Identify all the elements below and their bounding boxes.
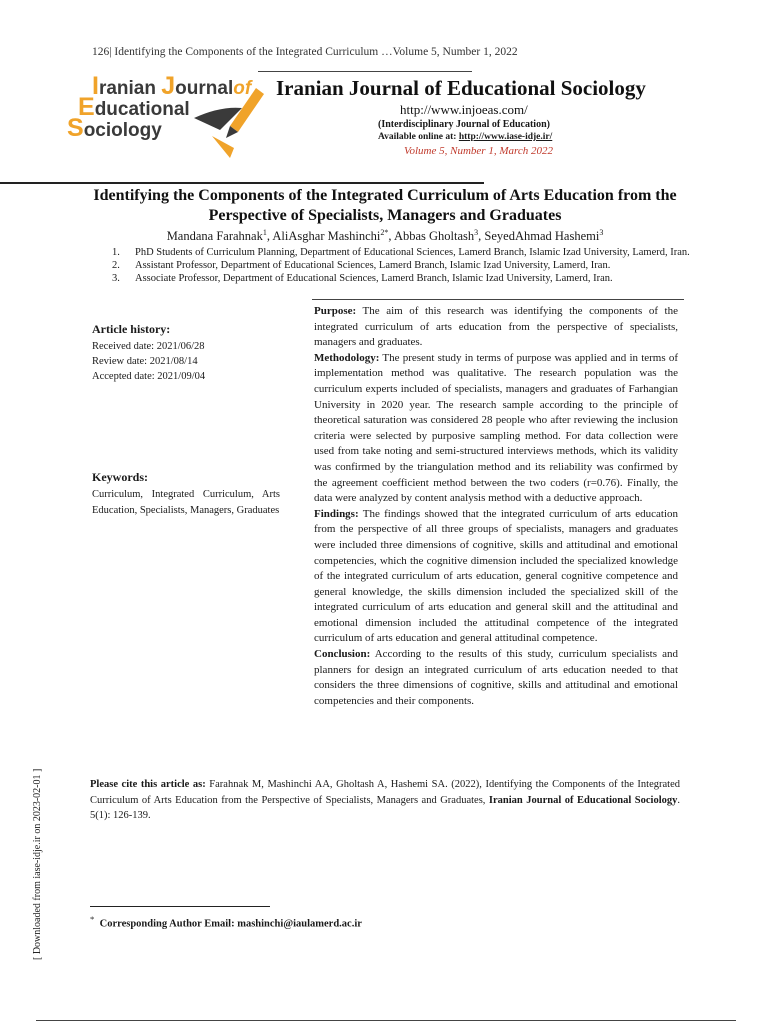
logo-line-2: Educational: [78, 93, 190, 121]
history-heading: Article history:: [92, 322, 171, 336]
header-rule: [258, 71, 472, 72]
received-date: Received date: 2021/06/28: [92, 341, 205, 352]
journal-online-link[interactable]: http://www.iase-idje.ir/: [458, 132, 553, 142]
accepted-date: Accepted date: 2021/09/04: [92, 371, 206, 382]
journal-url[interactable]: http://www.injoeas.com/: [400, 102, 528, 117]
logo-line-3: Sociology: [67, 114, 162, 142]
affiliation-item: 3. Associate Professor, Department of Educational Sciences, Lamerd Branch, Islamic Izad University, Lamerd, Iran.: [112, 273, 613, 284]
abstract-findings: Findings: The findings showed that the integrated curriculum of arts education from the perspective of all three groups of specialists, managers and graduates were included three dimensions of cognitive, skills and attitudinal and emotional competencies, which the cognitive dimension included the specialized knowledge of the integrated curriculum of arts education, general cognitive competence and general knowledge, the skills dimension included the specialized skill of the integrated curriculum of arts education and general skill and the attitudinal and emotional dimension included the attitudinal competence of the integrated curriculum of arts education and general attitudinal competence.: [314, 507, 678, 645]
keywords: [92, 470, 280, 518]
journal-title: Iranian Journal of Educational Sociology: [276, 76, 646, 100]
bottom-rule: [36, 1020, 736, 1021]
running-head: 126| Identifying the Components of the Integrated Curriculum …Volume 5, Number 1, 2022: [92, 46, 518, 58]
journal-logo: [66, 70, 266, 162]
journal-volume: Volume 5, Number 1, March 2022: [404, 145, 553, 157]
affiliations: [112, 246, 692, 285]
footnote-rule: [90, 906, 270, 907]
article-history: [92, 322, 292, 384]
title-rule: [0, 182, 484, 184]
author: Abbas Gholtash$^3$,: [393, 228, 485, 244]
author: AliAsghar Mashinchi$^{2*}$,: [272, 228, 394, 244]
review-date: Review date: 2021/08/14: [92, 356, 198, 367]
download-stamp: [ Downloaded from iase-idje.ir on 2023-02-01 ]: [32, 768, 43, 960]
pencil-logo-icon: [190, 78, 266, 162]
affiliation-item: 2. Assistant Professor, Department of Educational Sciences, Lamerd Branch, Islamic Izad University, Lamerd, Iran.: [112, 260, 611, 271]
affiliation-item: 1. PhD Students of Curriculum Planning, Department of Educational Sciences, Lamerd Branch, Islamic Izad University, Lamerd, Iran.: [112, 247, 690, 258]
abstract-methodology: Methodology: The present study in terms of purpose was applied and in terms of implementation method was qualitative. The research population was the curriculum experts included of specialists, managers and graduates of Farhangian University in 2020 year. The research sample according to the principle of theoretical saturation was considered 28 people who after reviewing the inclusion criteria were selected by purposive sampling method. For data collection were used from take noting and semi-structured interviews methods, which its validity was confirmed by the triangulation method and its reliability was confirmed by the agreement coefficient method between the two coders (r=0.76). Finally, the data were analyzed by content analysis method with a deductive approach.: [314, 351, 678, 505]
keywords-heading: Keywords:: [92, 470, 148, 484]
abstract-rule: [312, 299, 684, 300]
journal-online: Available online at: http://www.iase-idje.ir/: [378, 132, 553, 142]
citation: Please cite this article as: Farahnak M, Mashinchi AA, Gholtash A, Hashemi SA. (2022), Identifying the Components of the Integrated Curriculum of Arts Education from the Perspective of Specialists, Managers and Graduates, Iranian Journal of Educational Sociology. 5(1): 126-139.: [90, 779, 680, 821]
article-title: Identifying the Components of the Integrated Curriculum of Arts Education from the Perspective of Specialists, Managers and Graduates: [93, 187, 677, 224]
author-list: [60, 228, 710, 244]
author-email[interactable]: mashinchi@iaulamerd.ac.ir: [237, 918, 362, 930]
abstract: [314, 304, 678, 709]
abstract-conclusion: Conclusion: According to the results of this study, curriculum specialists and planners for design an integrated curriculum of arts education needed to that considers the three dimensions of cognitive, skills and attitudinal and emotional competencies and their components.: [314, 648, 678, 707]
logo-line-1: Iranian Journalof: [92, 72, 252, 100]
journal-subtitle: (Interdisciplinary Journal of Education): [378, 119, 550, 130]
author: Mandana Farahnak$^1$,: [166, 228, 273, 244]
author: SeyedAhmad Hashemi$^3$: [484, 228, 604, 244]
keywords-text: Curriculum, Integrated Curriculum, Arts Education, Specialists, Managers, Graduates: [92, 489, 280, 516]
corresponding-author: * Corresponding Author Email: mashinchi@iaulamerd.ac.ir: [90, 914, 362, 930]
abstract-purpose: Purpose: The aim of this research was identifying the components of the integrated curriculum of arts education from the perspective of specialists, managers and graduates.: [314, 305, 678, 349]
